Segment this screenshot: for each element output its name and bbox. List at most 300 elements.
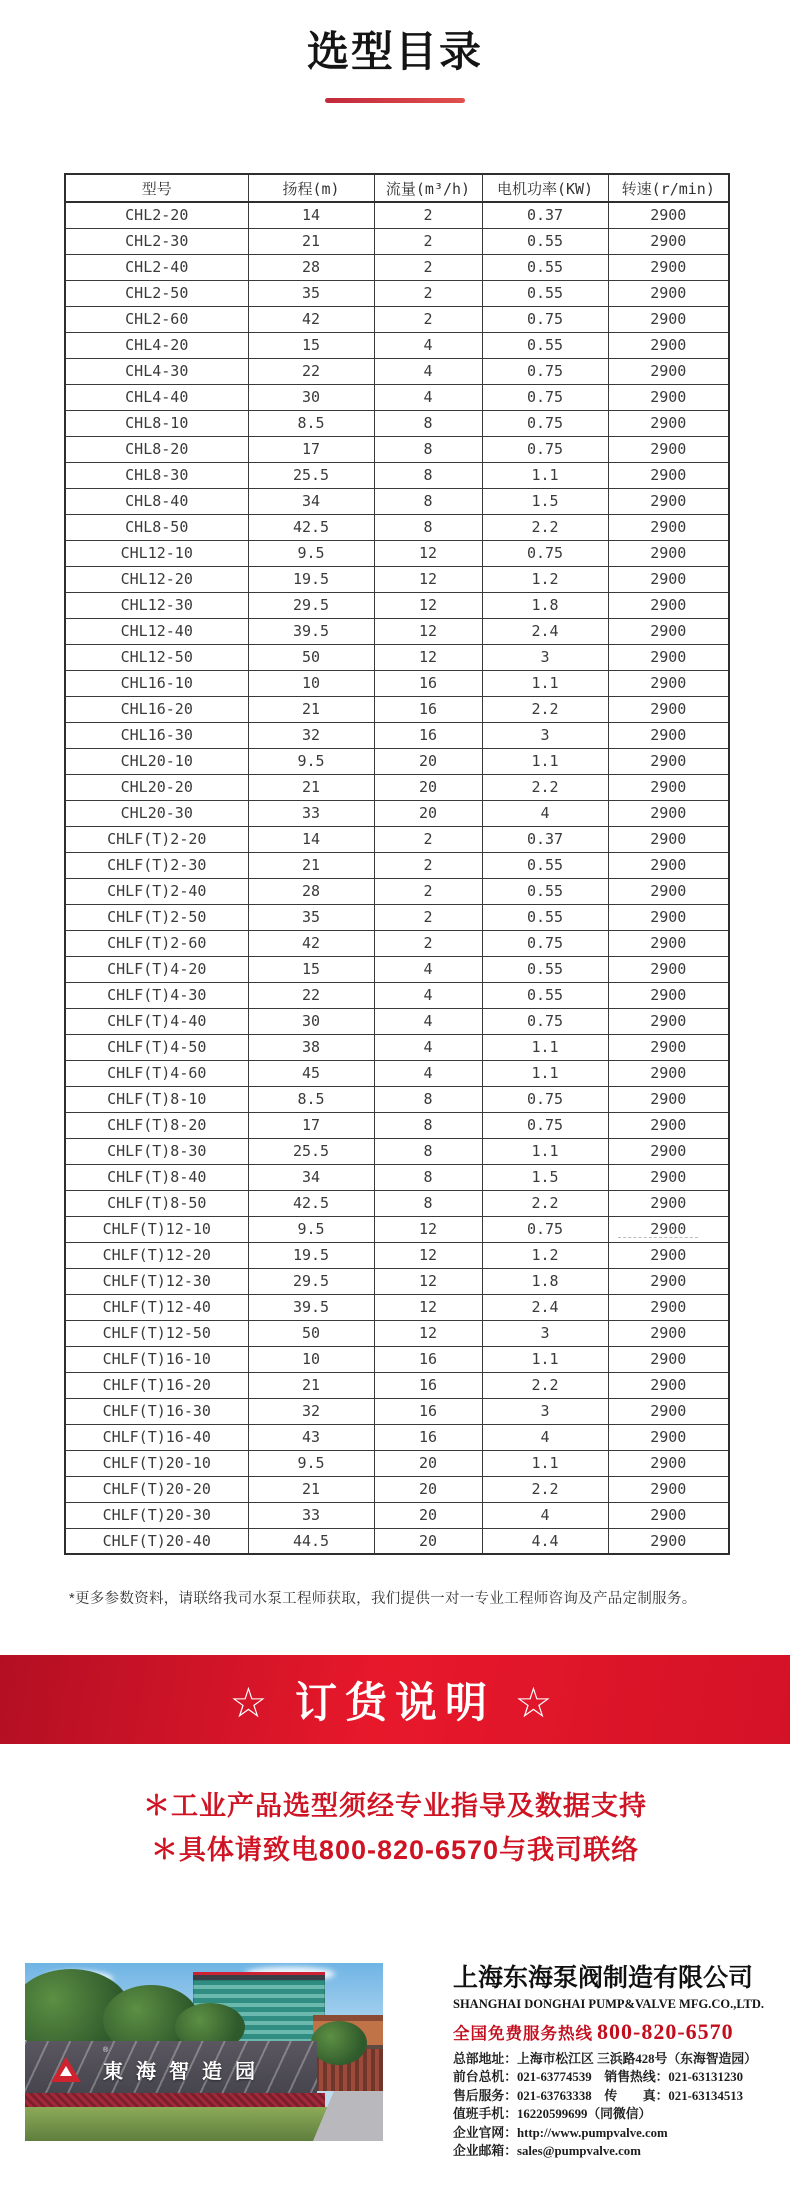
table-cell: CHLF(T)8-40 (65, 1164, 248, 1190)
table-cell: CHLF(T)12-40 (65, 1294, 248, 1320)
table-cell: CHLF(T)12-20 (65, 1242, 248, 1268)
table-cell: CHLF(T)2-40 (65, 878, 248, 904)
table-cell: CHL20-10 (65, 748, 248, 774)
table-cell: CHLF(T)12-10 (65, 1216, 248, 1242)
table-cell: 2900 (608, 1034, 729, 1060)
table-cell: CHL2-40 (65, 254, 248, 280)
table-cell: 2900 (608, 1086, 729, 1112)
table-cell: 2900 (608, 410, 729, 436)
table-cell: CHL16-30 (65, 722, 248, 748)
company-photo (25, 1963, 383, 2141)
table-cell: 2900 (608, 956, 729, 982)
table-cell: 39.5 (248, 1294, 374, 1320)
table-cell: CHL4-30 (65, 358, 248, 384)
table-cell: CHLF(T)4-20 (65, 956, 248, 982)
table-cell: 38 (248, 1034, 374, 1060)
table-cell: 3 (482, 1320, 608, 1346)
table-cell: CHL2-30 (65, 228, 248, 254)
contact-line: 总部地址：上海市松江区 三浜路428号（东海智造园） (453, 2052, 757, 2066)
table-cell: 20 (374, 800, 482, 826)
table-cell: 2900 (608, 1450, 729, 1476)
table-cell: CHL16-10 (65, 670, 248, 696)
table-cell: 42.5 (248, 1190, 374, 1216)
table-row (65, 644, 729, 670)
table-cell: 2900 (608, 1424, 729, 1450)
table-cell: 2.2 (482, 514, 608, 540)
table-row (65, 254, 729, 280)
table-header-row (65, 174, 729, 202)
table-cell: 21 (248, 228, 374, 254)
table-cell: CHLF(T)4-30 (65, 982, 248, 1008)
table-cell: 9.5 (248, 748, 374, 774)
table-cell: 8 (374, 1112, 482, 1138)
order-banner (0, 1655, 790, 1744)
table-cell: 2900 (608, 826, 729, 852)
table-cell: 32 (248, 1398, 374, 1424)
table-cell: CHLF(T)20-40 (65, 1528, 248, 1554)
table-cell: 4 (374, 358, 482, 384)
order-notes (0, 1784, 790, 1872)
column-header-power: 电机功率(KW) (482, 174, 608, 202)
table-cell: 0.55 (482, 956, 608, 982)
table-cell: 2.2 (482, 774, 608, 800)
table-cell: 20 (374, 1528, 482, 1554)
order-banner-title: ☆ 订货说明 ☆ (229, 1678, 561, 1726)
table-cell: CHL2-50 (65, 280, 248, 306)
company-name-en: SHANGHAI DONGHAI PUMP&VALVE MFG.CO.,LTD. (453, 1997, 765, 2011)
table-cell: 2900 (608, 618, 729, 644)
hotline (453, 2019, 765, 2045)
table-cell: 8 (374, 436, 482, 462)
table-cell: CHLF(T)8-30 (65, 1138, 248, 1164)
table-row (65, 826, 729, 852)
table-cell: 12 (374, 1268, 482, 1294)
table-cell: 4 (374, 982, 482, 1008)
table-row (65, 878, 729, 904)
table-cell: 1.5 (482, 488, 608, 514)
table-cell: 21 (248, 696, 374, 722)
table-cell: 2900 (608, 280, 729, 306)
table-row (65, 1528, 729, 1554)
table-cell: 2900 (608, 1242, 729, 1268)
table-row (65, 1008, 729, 1034)
table-row (65, 1450, 729, 1476)
table-cell: 8 (374, 1086, 482, 1112)
table-cell: 22 (248, 358, 374, 384)
table-cell: 9.5 (248, 1216, 374, 1242)
table-cell: 14 (248, 202, 374, 228)
table-cell: 21 (248, 852, 374, 878)
table-row (65, 1112, 729, 1138)
table-cell: 2 (374, 228, 482, 254)
table-cell: 12 (374, 566, 482, 592)
table-cell: 8.5 (248, 1086, 374, 1112)
table-cell: 28 (248, 878, 374, 904)
table-cell: 2900 (608, 904, 729, 930)
table-cell: 16 (374, 722, 482, 748)
table-cell: 2900 (608, 202, 729, 228)
table-cell: 25.5 (248, 462, 374, 488)
table-row (65, 1164, 729, 1190)
table-cell: 0.75 (482, 1112, 608, 1138)
table-cell: 2 (374, 852, 482, 878)
table-row (65, 1320, 729, 1346)
contact-line: 售后服务：021-63763338 传 真：021-63134513 (453, 2088, 744, 2103)
table-cell: 15 (248, 332, 374, 358)
table-cell: 2900 (608, 852, 729, 878)
contact-line: 前台总机：021-63774539 销售热线：021-63131230 (453, 2070, 744, 2085)
table-cell: CHLF(T)8-10 (65, 1086, 248, 1112)
table-body (65, 202, 729, 1554)
table-cell: 2900 (608, 1190, 729, 1216)
table-cell: 4 (482, 1424, 608, 1450)
table-cell: 0.55 (482, 982, 608, 1008)
table-cell: 1.1 (482, 1034, 608, 1060)
table-row (65, 1424, 729, 1450)
table-cell: 2900 (608, 592, 729, 618)
table-row (65, 410, 729, 436)
table-cell: 50 (248, 644, 374, 670)
column-header-head: 扬程(m) (248, 174, 374, 202)
table-cell: 8 (374, 462, 482, 488)
table-cell: 2900 (608, 1138, 729, 1164)
table-cell: 2 (374, 930, 482, 956)
table-row (65, 1372, 729, 1398)
table-cell: 35 (248, 904, 374, 930)
title-section (0, 0, 790, 103)
table-row (65, 1346, 729, 1372)
table-cell: 2900 (608, 488, 729, 514)
table-cell: 8 (374, 514, 482, 540)
table-cell: CHL12-30 (65, 592, 248, 618)
table-cell: 2.2 (482, 1190, 608, 1216)
table-cell: CHL4-40 (65, 384, 248, 410)
column-header-flow: 流量(m³/h) (374, 174, 482, 202)
table-cell: 14 (248, 826, 374, 852)
table-cell: 2900 (608, 722, 729, 748)
table-cell: 2900 (608, 254, 729, 280)
table-cell: CHL12-40 (65, 618, 248, 644)
contact-list (453, 2050, 765, 2160)
footer (25, 1963, 765, 2160)
table-cell: CHL12-20 (65, 566, 248, 592)
selection-catalog-table (64, 173, 730, 1555)
table-row (65, 306, 729, 332)
table-cell: 0.37 (482, 202, 608, 228)
table-cell: 50 (248, 1320, 374, 1346)
table-cell: 20 (374, 1450, 482, 1476)
table-cell: 0.75 (482, 436, 608, 462)
table-cell: CHL2-60 (65, 306, 248, 332)
table-cell: 30 (248, 384, 374, 410)
table-row (65, 1190, 729, 1216)
order-note-line: ＊具体请致电800-820-6570与我司联络 (150, 1835, 640, 1865)
table-row (65, 228, 729, 254)
table-row (65, 1034, 729, 1060)
contact-line: 值班手机：16220599699（同微信） (453, 2107, 652, 2122)
table-row (65, 1294, 729, 1320)
table-cell: 2900 (608, 228, 729, 254)
table-cell: CHLF(T)2-50 (65, 904, 248, 930)
table-row (65, 1268, 729, 1294)
table-cell: 35 (248, 280, 374, 306)
donghai-logo-icon (51, 2057, 81, 2082)
table-cell: 0.55 (482, 852, 608, 878)
table-row (65, 1398, 729, 1424)
table-cell: 2.2 (482, 1476, 608, 1502)
table-cell: 12 (374, 1242, 482, 1268)
table-cell: 15 (248, 956, 374, 982)
table-cell: 30 (248, 1008, 374, 1034)
table-cell: 2900 (608, 1164, 729, 1190)
table-cell: 1.1 (482, 748, 608, 774)
table-cell: 8 (374, 410, 482, 436)
table-cell: 2900 (608, 1216, 729, 1242)
table-cell: 0.75 (482, 384, 608, 410)
table-cell: 0.55 (482, 228, 608, 254)
table-cell: 45 (248, 1060, 374, 1086)
table-cell: 2900 (608, 982, 729, 1008)
table-cell: 16 (374, 1398, 482, 1424)
table-cell: CHL8-10 (65, 410, 248, 436)
table-cell: 2900 (608, 644, 729, 670)
table-cell: 25.5 (248, 1138, 374, 1164)
table-cell: 1.2 (482, 566, 608, 592)
table-cell: 10 (248, 1346, 374, 1372)
column-header-speed: 转速(r/min) (608, 174, 729, 202)
table-cell: CHL16-20 (65, 696, 248, 722)
table-cell: CHLF(T)12-50 (65, 1320, 248, 1346)
table-cell: 2 (374, 878, 482, 904)
table-cell: CHL12-50 (65, 644, 248, 670)
table-cell: 2900 (608, 1112, 729, 1138)
table-cell: 21 (248, 1372, 374, 1398)
table-cell: CHL8-40 (65, 488, 248, 514)
table-cell: 9.5 (248, 540, 374, 566)
table-cell: 2900 (608, 332, 729, 358)
table-cell: 34 (248, 488, 374, 514)
table-cell: 20 (374, 774, 482, 800)
table-cell: CHL4-20 (65, 332, 248, 358)
table-cell: 2900 (608, 930, 729, 956)
table-cell: 2 (374, 904, 482, 930)
table-cell: 2.2 (482, 696, 608, 722)
table-cell: 3 (482, 722, 608, 748)
table-cell: 33 (248, 800, 374, 826)
hotline-label: 全国免费服务热线 (453, 2024, 593, 2043)
table-row (65, 956, 729, 982)
company-name: 上海东海泵阀制造有限公司 (453, 1964, 754, 1992)
table-row (65, 1216, 729, 1242)
table-cell: 34 (248, 1164, 374, 1190)
table-cell: 1.8 (482, 1268, 608, 1294)
table-cell: 2.2 (482, 1372, 608, 1398)
table-cell: 20 (374, 1502, 482, 1528)
table-cell: 2900 (608, 566, 729, 592)
table-cell: 2900 (608, 1294, 729, 1320)
table-row (65, 748, 729, 774)
table-cell: 19.5 (248, 1242, 374, 1268)
table-cell: 0.37 (482, 826, 608, 852)
table-cell: CHL8-50 (65, 514, 248, 540)
table-cell: 1.1 (482, 1450, 608, 1476)
table-cell: 4 (374, 956, 482, 982)
table-cell: 2.4 (482, 618, 608, 644)
table-cell: CHLF(T)2-60 (65, 930, 248, 956)
table-cell: CHL2-20 (65, 202, 248, 228)
table-cell: 0.55 (482, 332, 608, 358)
table-cell: 2900 (608, 1372, 729, 1398)
table-cell: 8 (374, 1164, 482, 1190)
table-cell: 4 (374, 1008, 482, 1034)
table-cell: 42 (248, 306, 374, 332)
table-cell: 42.5 (248, 514, 374, 540)
contact-line: 企业邮箱：sales@pumpvalve.com (453, 2144, 641, 2159)
table-cell: CHL20-20 (65, 774, 248, 800)
table-cell: 29.5 (248, 1268, 374, 1294)
table-cell: 2900 (608, 696, 729, 722)
table-cell: 19.5 (248, 566, 374, 592)
table-cell: 43 (248, 1424, 374, 1450)
table-cell: 2900 (608, 1346, 729, 1372)
table-row (65, 1242, 729, 1268)
table-row (65, 592, 729, 618)
table-cell: 12 (374, 1320, 482, 1346)
table-cell: 20 (374, 1476, 482, 1502)
table-cell: CHLF(T)4-60 (65, 1060, 248, 1086)
table-cell: 39.5 (248, 618, 374, 644)
table-cell: CHLF(T)20-20 (65, 1476, 248, 1502)
table-cell: 1.1 (482, 1346, 608, 1372)
table-cell: 2900 (608, 1502, 729, 1528)
table-cell: CHLF(T)4-50 (65, 1034, 248, 1060)
table-cell: 0.75 (482, 1216, 608, 1242)
table-row (65, 774, 729, 800)
table-cell: CHLF(T)16-10 (65, 1346, 248, 1372)
table-row (65, 904, 729, 930)
table-cell: CHL8-20 (65, 436, 248, 462)
table-cell: 4 (374, 332, 482, 358)
table-cell: CHLF(T)8-50 (65, 1190, 248, 1216)
table-cell: 1.8 (482, 592, 608, 618)
column-header-model: 型号 (65, 174, 248, 202)
table-cell: 8.5 (248, 410, 374, 436)
table-cell: 0.55 (482, 254, 608, 280)
table-row (65, 332, 729, 358)
table-row (65, 566, 729, 592)
table-row (65, 462, 729, 488)
table-cell: 0.75 (482, 1086, 608, 1112)
table-cell: CHLF(T)16-30 (65, 1398, 248, 1424)
table-row (65, 930, 729, 956)
table-cell: 12 (374, 618, 482, 644)
table-row (65, 1086, 729, 1112)
table-row (65, 540, 729, 566)
table-row (65, 1060, 729, 1086)
table-cell: 29.5 (248, 592, 374, 618)
table-cell: CHLF(T)20-30 (65, 1502, 248, 1528)
table-cell: 32 (248, 722, 374, 748)
table-cell: CHLF(T)16-20 (65, 1372, 248, 1398)
table-cell: CHLF(T)12-30 (65, 1268, 248, 1294)
table-cell: 2900 (608, 1268, 729, 1294)
table-row (65, 436, 729, 462)
table-cell: CHLF(T)2-20 (65, 826, 248, 852)
table-cell: 2900 (608, 1476, 729, 1502)
entrance-sign-wall (25, 2041, 317, 2097)
table-cell: 2900 (608, 774, 729, 800)
table-cell: CHL20-30 (65, 800, 248, 826)
table-cell: 1.2 (482, 1242, 608, 1268)
table-cell: 16 (374, 696, 482, 722)
table-cell: 1.1 (482, 1060, 608, 1086)
wall-sign-text: 東海智造园 (103, 2060, 268, 2083)
table-cell: 0.75 (482, 358, 608, 384)
table-cell: 4.4 (482, 1528, 608, 1554)
table-cell: 4 (482, 800, 608, 826)
table-cell: 2900 (608, 1398, 729, 1424)
table-cell: 4 (374, 384, 482, 410)
table-cell: 3 (482, 644, 608, 670)
table-cell: CHLF(T)8-20 (65, 1112, 248, 1138)
table-cell: 2 (374, 202, 482, 228)
table-row (65, 280, 729, 306)
table-cell: CHL12-10 (65, 540, 248, 566)
table-cell: 2900 (608, 800, 729, 826)
table-cell: 12 (374, 1216, 482, 1242)
table-cell: 8 (374, 1190, 482, 1216)
table-cell: 2900 (608, 384, 729, 410)
table-cell: 0.55 (482, 904, 608, 930)
table-cell: 22 (248, 982, 374, 1008)
table-cell: 2900 (608, 462, 729, 488)
table-cell: 16 (374, 670, 482, 696)
table-cell: 2900 (608, 1060, 729, 1086)
company-info (453, 1963, 765, 2160)
table-row (65, 384, 729, 410)
table-cell: 21 (248, 1476, 374, 1502)
table-cell: 2 (374, 254, 482, 280)
table-cell: 0.75 (482, 306, 608, 332)
title-underline (325, 98, 465, 103)
table-row (65, 358, 729, 384)
contact-line: 企业官网：http://www.pumpvalve.com (453, 2125, 668, 2140)
table-cell: 1.1 (482, 462, 608, 488)
hotline-number: 800-820-6570 (597, 2019, 734, 2044)
table-cell: 16 (374, 1346, 482, 1372)
note-text: *更多参数资料，请联络我司水泵工程师获取，我们提供一对一专业工程师咨询及产品定制服务。 (69, 1591, 697, 1607)
table-row (65, 800, 729, 826)
table-row (65, 982, 729, 1008)
table-cell: CHLF(T)20-10 (65, 1450, 248, 1476)
table-cell: 33 (248, 1502, 374, 1528)
table-cell: 2900 (608, 540, 729, 566)
table-cell: 2900 (608, 1008, 729, 1034)
table-row (65, 488, 729, 514)
table-cell: 4 (374, 1060, 482, 1086)
faint-watermark (618, 1237, 698, 1238)
table-cell: 2900 (608, 358, 729, 384)
table-row (65, 722, 729, 748)
table-cell: 17 (248, 1112, 374, 1138)
table-row (65, 696, 729, 722)
tree (311, 2021, 367, 2065)
table-cell: CHLF(T)4-40 (65, 1008, 248, 1034)
table-cell: 12 (374, 540, 482, 566)
table-cell: 2900 (608, 1528, 729, 1554)
table-cell: 0.75 (482, 930, 608, 956)
table-cell: 0.75 (482, 540, 608, 566)
